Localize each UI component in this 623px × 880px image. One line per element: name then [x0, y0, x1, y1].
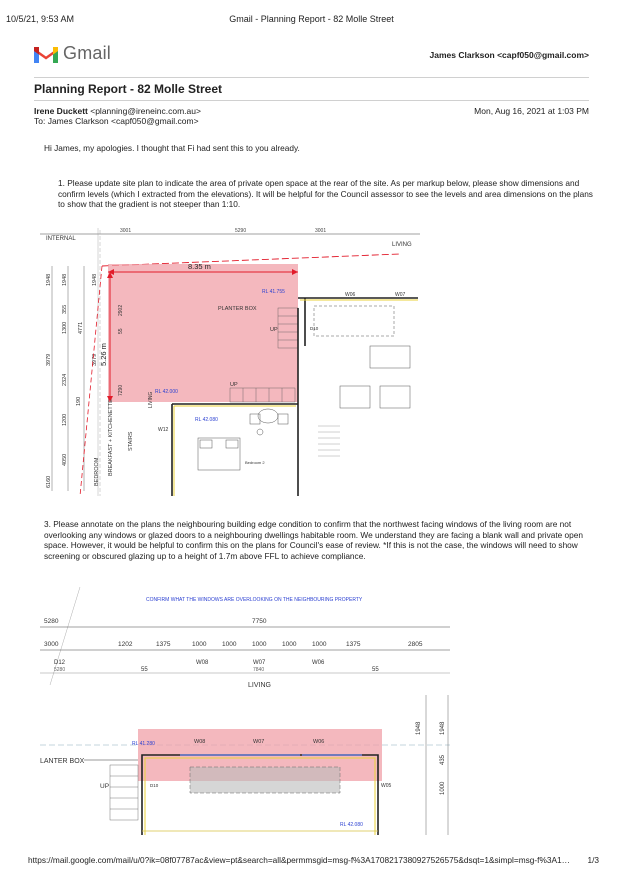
plan2-dim-row2-5: 1000	[222, 641, 237, 648]
plan2-d10: D10	[150, 783, 159, 788]
gmail-logo	[34, 43, 111, 64]
plan1-dim-top-1: 3001	[120, 228, 132, 234]
plan1-dim-left-2: 1948	[62, 273, 68, 286]
plan1-dim-left-3: 1948	[92, 273, 98, 286]
plan2-dim-right-3: 1000	[440, 781, 446, 795]
plan1-up-1: UP	[270, 327, 278, 333]
plan1-dim-inner-4: 7290	[118, 384, 124, 396]
plan1-label-internal: INTERNAL	[46, 236, 76, 242]
plan1-width-label: 8.35 m	[188, 262, 211, 271]
print-page-number: 1/3	[587, 855, 599, 865]
plan2-dim-row1-1: 5280	[44, 618, 59, 625]
site-plan-markup-1	[40, 226, 420, 496]
plan1-open-space-area	[108, 264, 298, 402]
plan1-dim-left-5: 1300	[62, 321, 68, 334]
plan1-dim-left-12: 6160	[46, 475, 52, 488]
plan2-dim-row2-3: 1375	[156, 641, 171, 648]
email-subject: Planning Report - 82 Molle Street	[34, 82, 223, 96]
plan2-dim-row2-4: 1000	[192, 641, 207, 648]
plan1-dim-left-4: 3979	[46, 353, 52, 366]
plan1-planter-label: PLANTER BOX	[218, 306, 257, 312]
plan1-w07: W07	[395, 292, 406, 298]
email-greeting: Hi James, my apologies. I thought that Fi had sent this to you already.	[44, 143, 300, 153]
plan2-dim-row2-2: 1202	[118, 641, 133, 648]
plan1-bedroom-label: BEDROOM	[94, 457, 100, 486]
plan2-w05: W05	[381, 783, 392, 789]
plan1-rl-left: RL 42.000	[155, 389, 178, 395]
gmail-m-icon	[34, 45, 58, 63]
plan2-dim-row2-1: 3000	[44, 641, 59, 648]
plan1-dim-inner-1: 4771	[78, 321, 84, 334]
plan2-w07: W07	[253, 739, 265, 745]
account-email: James Clarkson <capf050@gmail.com>	[429, 50, 589, 60]
plan2-living-label: LIVING	[248, 682, 271, 689]
plan2-w07-top: W07	[253, 660, 266, 666]
gmail-wordmark: Gmail	[63, 43, 112, 63]
plan2-dim-right-4: 435	[440, 754, 446, 765]
email-item-1: 1. Please update site plan to indicate the area of private open space at the rear of the site. As per markup below, please show dimensions and confirm levels (which I extracted from the elevations). It will be helpful for the Council assessor to see the levels and area dimensions on the plans to show that the gradient is not steeper than 1:10.	[58, 178, 593, 209]
plan1-rl-room: RL 42.080	[195, 417, 218, 423]
plan2-dim-row2-9: 1375	[346, 641, 361, 648]
subject-divider	[34, 100, 589, 101]
plan1-dim-top-2: 5290	[235, 228, 247, 234]
plan1-label-living: LIVING	[392, 242, 412, 248]
plan1-up-2: UP	[230, 382, 238, 388]
plan1-living-vertical: LIVING	[148, 391, 154, 408]
plan1-dim-top-3: 3001	[315, 228, 327, 234]
plan2-dim-row2-7: 1000	[282, 641, 297, 648]
plan1-dim-left-6: 355	[62, 304, 68, 314]
plan1-stairs-label: STAIRS	[128, 431, 134, 451]
plan1-dim-inner-2: 2902	[118, 304, 124, 316]
plan2-d55b: 55	[372, 667, 379, 673]
plan2-title: CONFIRM WHAT THE WINDOWS ARE OVERLOOKING ON THE NEIGHBOURING PROPERTY	[146, 597, 363, 603]
plan2-dim-right-2: 1948	[440, 721, 446, 735]
plan1-rl-top: RL 41.755	[262, 289, 285, 295]
plan1-room-label: Bedroom 2	[245, 460, 265, 465]
plan1-dim-left-10: 190	[76, 396, 82, 406]
plan2-dim-row2-6: 1000	[252, 641, 267, 648]
plan2-d5280b: 5280	[54, 667, 66, 673]
plan2-rl-right: RL 42.080	[340, 822, 363, 828]
sender-email[interactable]: <planning@ireneinc.com.au>	[90, 106, 201, 116]
plan1-kitchen-label: BREAKFAST + KITCHENETTE	[108, 399, 114, 476]
plan2-planter-label: LANTER BOX	[40, 758, 85, 765]
plan2-w06: W06	[313, 739, 325, 745]
plan2-d55a: 55	[141, 667, 148, 673]
plan2-up-label: UP	[100, 783, 110, 790]
sender-name: Irene Duckett	[34, 106, 88, 116]
plan1-dim-inner-3: 55	[118, 328, 124, 334]
plan2-w08-top: W08	[196, 660, 209, 666]
plan2-d12: D12	[54, 660, 66, 666]
email-item-3: 3. Please annotate on the plans the neighbouring building edge condition to confirm that the northwest facing windows of the living room are not overlooking any windows or glazed doors to a neighbouring dwellings habitable room. We understand they are facing a blank wall and private open space. However, it would be helpful to confirm this on the plans for Council's ease of review. *If this is not the case, the windows will need to show screening or obscured glazing up to a height of 1.7m above FFL to achieve compliance.	[44, 519, 584, 561]
plan1-w12: W12	[158, 427, 169, 433]
plan2-dim-right-1: 1948	[416, 721, 422, 735]
site-plan-markup-2	[40, 585, 460, 835]
plan2-d7840: 7840	[253, 667, 265, 673]
plan2-rl-left: RL 41.280	[132, 741, 155, 747]
plan1-dim-left-1: 1948	[46, 273, 52, 286]
plan1-dim-left-7: 3979	[92, 353, 98, 366]
plan1-d10: D10	[310, 326, 319, 331]
email-recipient: To: James Clarkson <capf050@gmail.com>	[34, 116, 199, 126]
plan1-dim-left-8: 2324	[62, 373, 68, 386]
plan1-height-label: 5.26 m	[99, 343, 108, 366]
plan1-dim-left-11: 4050	[62, 453, 68, 466]
plan2-dim-row1-2: 7750	[252, 618, 267, 625]
header-divider	[34, 77, 589, 78]
sender	[34, 106, 201, 116]
plan2-w06-top: W06	[312, 660, 325, 666]
plan1-w06: W06	[345, 292, 356, 298]
plan2-dim-row2-8: 1000	[312, 641, 327, 648]
print-doc-title: Gmail - Planning Report - 82 Molle Street	[229, 14, 394, 24]
plan2-dim-row2-10: 2805	[408, 641, 423, 648]
plan2-w08: W08	[194, 739, 206, 745]
print-timestamp: 10/5/21, 9:53 AM	[6, 14, 75, 24]
plan1-dim-left-9: 1200	[62, 413, 68, 426]
email-date: Mon, Aug 16, 2021 at 1:03 PM	[474, 106, 589, 116]
print-footer-url: https://mail.google.com/mail/u/0?ik=08f07787ac&view=pt&search=all&permmsgid=msg-f%3A1708217380927526575&dsqt=1&simpl=msg-f%3A1…	[28, 855, 570, 865]
